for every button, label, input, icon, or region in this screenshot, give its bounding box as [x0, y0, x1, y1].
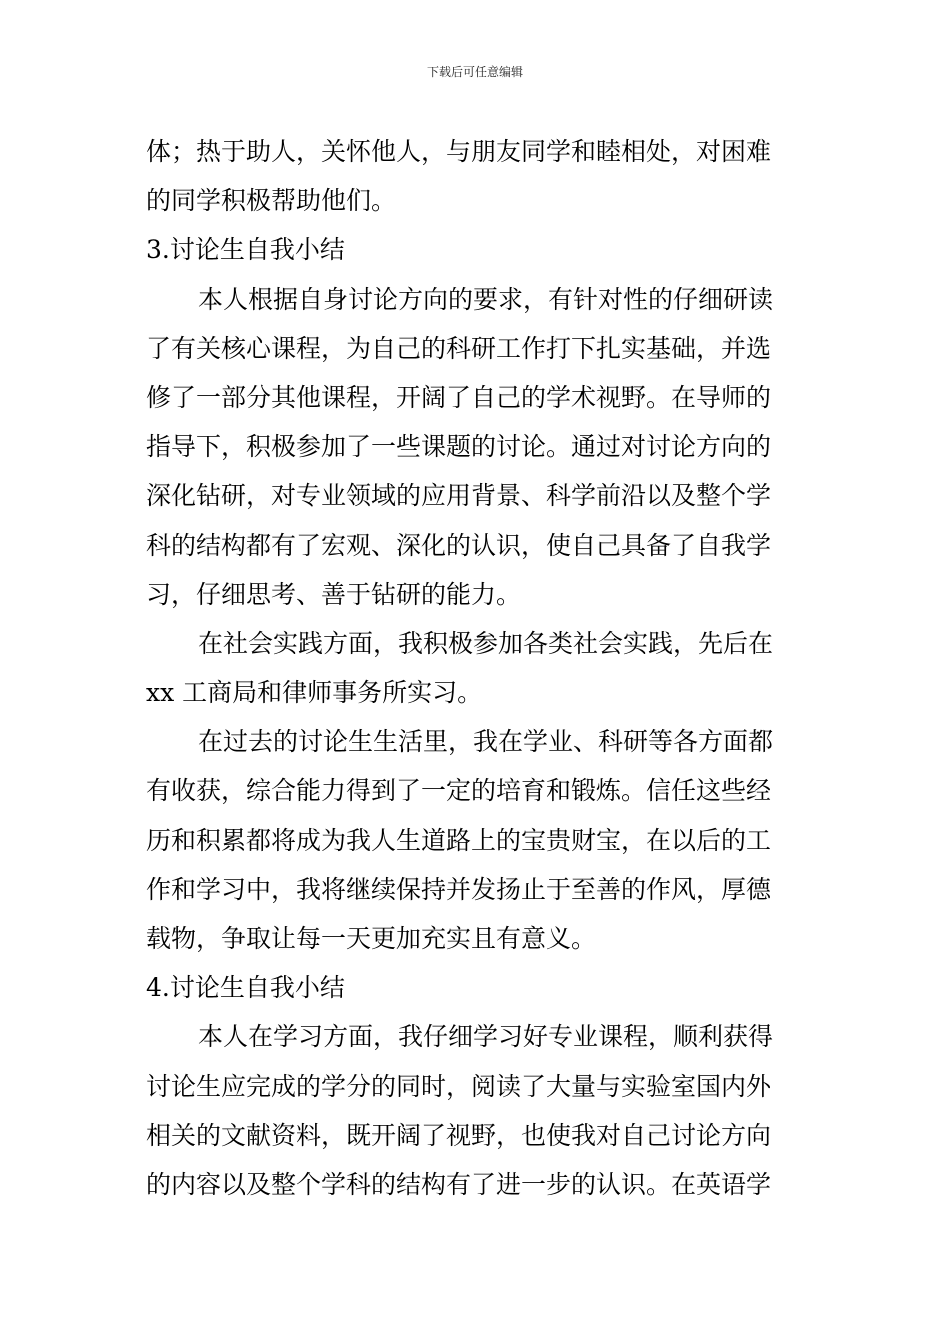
text-line: 科的结构都有了宏观、深化的认识，使自己具备了自我学	[146, 530, 772, 560]
text-line: 有收获，综合能力得到了一定的培育和锻炼。信任这些经	[146, 776, 772, 806]
text-line: 修了一部分其他课程，开阔了自己的学术视野。在导师的	[146, 382, 772, 412]
text-line: 作和学习中，我将继续保持并发扬止于至善的作风，厚德	[146, 874, 772, 904]
text-line: 历和积累都将成为我人生道路上的宝贵财宝，在以后的工	[146, 825, 772, 855]
text-line: 了有关核心课程，为自己的科研工作打下扎实基础，并选	[146, 333, 772, 363]
text-line: 习，仔细思考、善于钻研的能力。	[146, 579, 522, 609]
paragraph-first-line: 本人根据自身讨论方向的要求，有针对性的仔细研读	[198, 284, 774, 314]
paragraph-first-line: 在过去的讨论生生活里，我在学业、科研等各方面都	[198, 727, 774, 757]
text-line: 相关的文献资料，既开阔了视野，也使我对自己讨论方向	[146, 1120, 772, 1150]
text-line: 指导下，积极参加了一些课题的讨论。通过对讨论方向的	[146, 432, 772, 462]
page-header: 下载后可任意编辑	[426, 65, 523, 79]
text-line: 的同学积极帮助他们。	[146, 186, 397, 216]
paragraph-first-line: 在社会实践方面，我积极参加各类社会实践，先后在	[198, 628, 774, 658]
section-heading: 4.讨论生自我小结	[146, 973, 345, 1003]
text-line: 讨论生应完成的学分的同时，阅读了大量与实验室国内外	[146, 1071, 772, 1101]
text-line: 载物，争取让每一天更加充实且有意义。	[146, 924, 597, 953]
section-heading: 3.讨论生自我小结	[146, 235, 345, 265]
text-line: 体；热于助人，关怀他人，与朋友同学和睦相处，对困难	[146, 137, 772, 166]
text-line: 的内容以及整个学科的结构有了进一步的认识。在英语学	[146, 1169, 772, 1199]
text-line: 深化钻研，对专业领域的应用背景、科学前沿以及整个学	[146, 481, 772, 511]
text-line: xx 工商局和律师事务所实习。	[146, 678, 483, 708]
paragraph-first-line: 本人在学习方面，我仔细学习好专业课程，顺利获得	[198, 1022, 774, 1052]
document-body	[146, 127, 806, 1209]
